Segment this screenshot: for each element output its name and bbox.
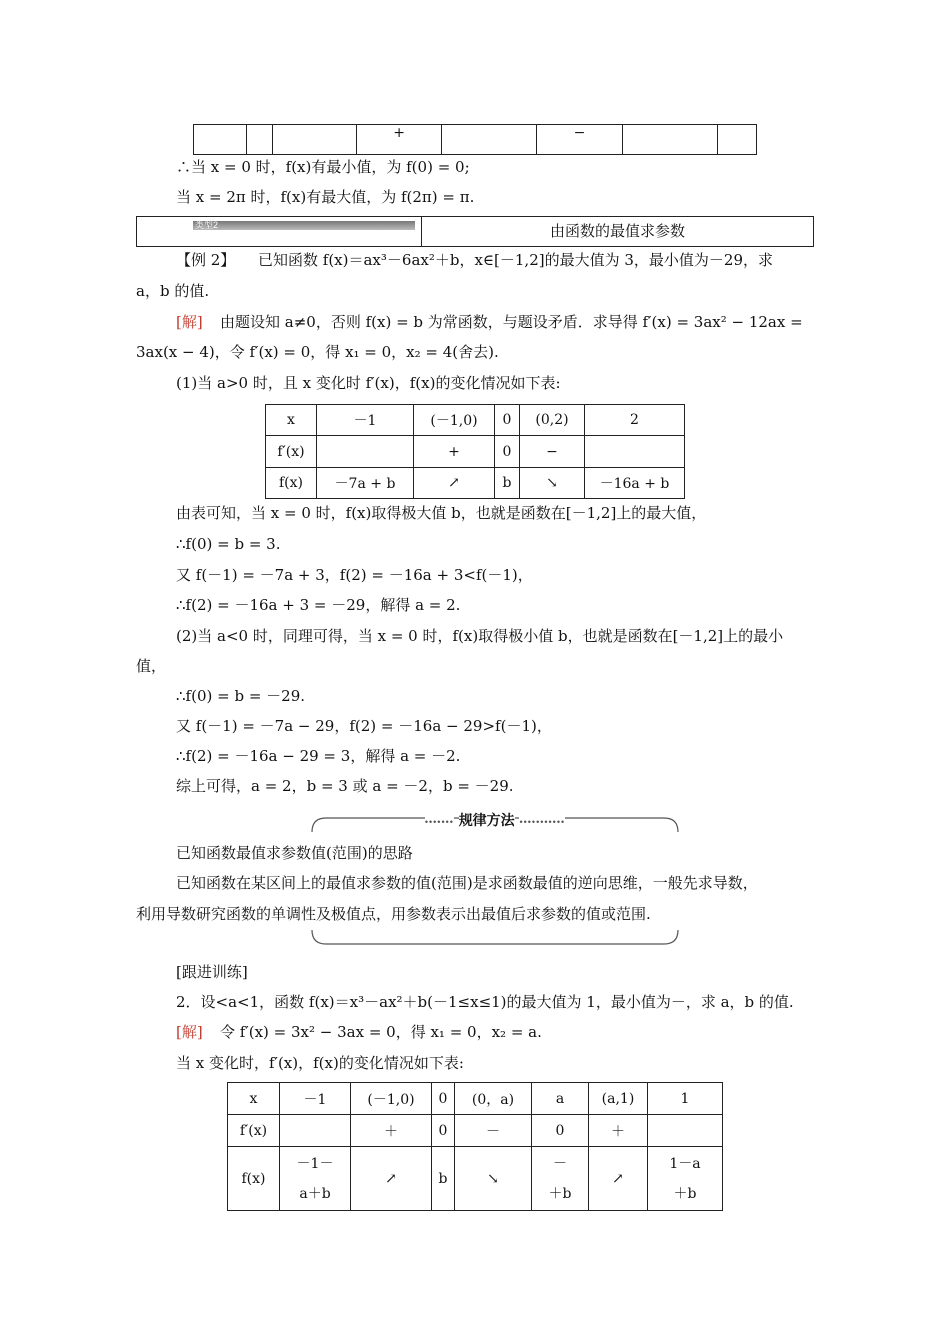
method-header: 规律方法 [458, 812, 515, 828]
table-row [266, 468, 685, 499]
table-cell: 1 [648, 1083, 723, 1115]
table-cell: − [520, 436, 585, 468]
table-cell: －16a + b [585, 468, 685, 499]
table-cell: －1 [317, 405, 414, 436]
method-text: 已知函数在某区间上的最值求参数的值(范围)是求函数最值的逆向思维，一般先求导数， [176, 874, 758, 892]
table-cell: ↗ [414, 468, 495, 499]
table-cell: (－1,0) [414, 405, 495, 436]
case1-text: ∴f(0) = b = 3. [176, 535, 281, 553]
conclusion-line: 当 x = 2π 时，f(x)有最大值，为 f(2π) = π. [176, 188, 475, 206]
table-cell: ↗ [351, 1147, 432, 1211]
table-cell: (a,1) [589, 1083, 648, 1115]
table-cell: (－1,0) [351, 1083, 432, 1115]
type-tag-strip [193, 221, 415, 230]
case2-text: ∴f(0) = b = －29. [176, 687, 306, 705]
method-title: 已知函数最值求参数值(范围)的思路 [176, 844, 413, 862]
variation-table-1 [265, 404, 685, 499]
table-cell: ↗ [589, 1147, 648, 1211]
case1-text: 又 f(－1) = －7a + 3，f(2) = －16a + 3<f(－1)， [176, 566, 533, 584]
example-text: a，b 的值. [136, 282, 210, 300]
table-cell: x [266, 405, 317, 436]
table-cell: ＋ [589, 1115, 648, 1147]
table-cell: f(x) [228, 1147, 280, 1211]
table-cell: －7a + b [317, 468, 414, 499]
case2-text: (2)当 a<0 时，同理可得，当 x = 0 时，f(x)取得极小值 b，也就是函数在[－1,2]上的最小 [176, 627, 784, 645]
table-cell: 0 [432, 1115, 455, 1147]
table-cell: ↘ [455, 1147, 532, 1211]
table-cell: 0 [495, 436, 520, 468]
type-title: 由函数的最值求参数 [549, 223, 685, 240]
table-row [228, 1147, 723, 1211]
table-cell: (0，a) [455, 1083, 532, 1115]
table-cell: + [357, 125, 441, 155]
table-cell: f′(x) [266, 436, 317, 468]
table-cell: ↘ [520, 468, 585, 499]
table-cell: 1－a ＋b [648, 1147, 723, 1211]
table-cell [648, 1115, 723, 1147]
case1-text: ∴f(2) = －16a + 3 = －29，解得 a = 2. [176, 596, 461, 614]
table-cell: －1 [280, 1083, 351, 1115]
table-cell [718, 125, 757, 155]
example-text: 已知函数 f(x)＝ax³－6ax²＋b，x∈[－1,2]的最大值为 3，最小值为－29，求 [258, 251, 773, 269]
method-text: 利用导数研究函数的单调性及极值点，用参数表示出最值后求参数的值或范围. [136, 905, 651, 923]
case1-intro: (1)当 a>0 时，且 x 变化时 f′(x)，f(x)的变化情况如下表: [176, 374, 561, 392]
example-label: 【例 2】 [176, 251, 236, 269]
solution-text: 由题设知 a≠0，否则 f(x) = b 为常函数，与题设矛盾．求导得 f′(x) = 3ax² − 12ax = [220, 313, 803, 331]
case2-text: ∴f(2) = －16a − 29 = 3，解得 a = －2. [176, 747, 461, 765]
case2-text: 值， [136, 657, 167, 675]
table-row [266, 436, 685, 468]
dots-right: ••••••••••• [519, 817, 566, 827]
table-cell [585, 436, 685, 468]
type-bar [136, 216, 814, 247]
variation-table-2 [227, 1082, 723, 1211]
table-cell: a [532, 1083, 589, 1115]
table-cell: 0 [495, 405, 520, 436]
method-header-wrap [310, 810, 680, 830]
table-row [228, 1083, 723, 1115]
table-cell: x [228, 1083, 280, 1115]
case2-text: 又 f(－1) = －7a − 29，f(2) = －16a − 29>f(－1)， [176, 717, 552, 735]
table-cell: f(x) [266, 468, 317, 499]
conclusion-line: ∴当 x = 0 时，f(x)有最小值，为 f(0) = 0; [176, 158, 470, 176]
case1-text: 由表可知，当 x = 0 时，f(x)取得极大值 b，也就是函数在[－1,2]上的最大值， [176, 504, 707, 522]
table-cell [194, 125, 247, 155]
practice-solution-tag: [解] [176, 1023, 203, 1041]
table-row [228, 1115, 723, 1147]
table-cell: f′(x) [228, 1115, 280, 1147]
table-cell [317, 436, 414, 468]
table-cell [441, 125, 536, 155]
type-tag: 类型2 [195, 220, 219, 230]
table-cell: － [455, 1115, 532, 1147]
solution-tag: [解] [176, 313, 203, 331]
practice-question: 2．设<a<1，函数 f(x)＝x³－ax²＋b(－1≤x≤1)的最大值为 1，最小值为－，求 a，b 的值. [176, 993, 794, 1011]
table-cell: － ＋b [532, 1147, 589, 1211]
table-cell [280, 1115, 351, 1147]
table-cell: 0 [432, 1083, 455, 1115]
table-cell [623, 125, 718, 155]
dots-left: ••••••• [424, 817, 454, 827]
table-cell: b [495, 468, 520, 499]
table-cell: (0,2) [520, 405, 585, 436]
table-cell: ＋ [351, 1115, 432, 1147]
case2-text: 综上可得，a = 2，b = 3 或 a = －2，b = －29. [176, 777, 514, 795]
table-cell: 2 [585, 405, 685, 436]
table-row [194, 125, 757, 155]
practice-solution: 当 x 变化时，f′(x)，f(x)的变化情况如下表: [176, 1054, 464, 1072]
table-cell: 0 [532, 1115, 589, 1147]
table-cell: − [536, 125, 622, 155]
table-row [266, 405, 685, 436]
table-cell [273, 125, 357, 155]
table-cell: + [414, 436, 495, 468]
table-cell: －1－ a＋b [280, 1147, 351, 1211]
solution-text: 3ax(x − 4)，令 f′(x) = 0，得 x₁ = 0，x₂ = 4(舍去). [136, 343, 499, 361]
table-cell [246, 125, 273, 155]
practice-label: [跟进训练] [176, 963, 248, 981]
practice-solution: 令 f′(x) = 3x² − 3ax = 0，得 x₁ = 0，x₂ = a. [220, 1023, 542, 1041]
table-cell: b [432, 1147, 455, 1211]
top-table [193, 124, 757, 155]
